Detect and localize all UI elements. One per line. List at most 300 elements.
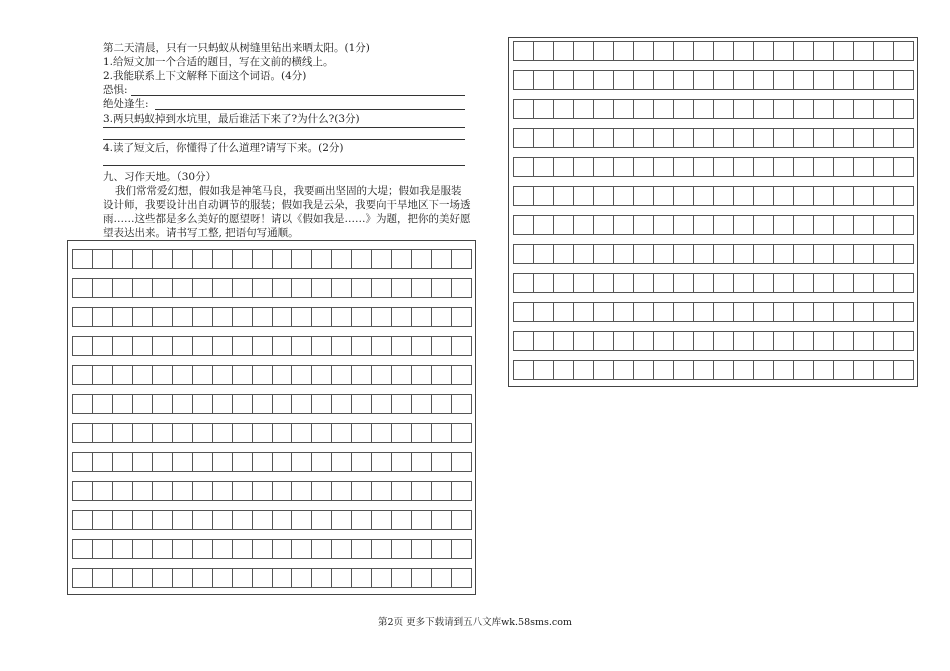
grid-cell-line [431, 336, 432, 356]
grid-cell-line [152, 365, 153, 385]
grid-cell-line [693, 128, 694, 148]
grid-cell-line [172, 539, 173, 559]
grid-cell-line [693, 244, 694, 264]
grid-cell-line [873, 128, 874, 148]
grid-cell-line [72, 481, 73, 501]
grid-cell-line [431, 394, 432, 414]
grid-cell-line [451, 539, 452, 559]
grid-cell-line [112, 481, 113, 501]
grid-cell-line [633, 244, 634, 264]
grid-cell-line [513, 41, 514, 61]
grid-cell-line [613, 331, 614, 351]
grid-cell-line [172, 365, 173, 385]
grid-cell-line [471, 539, 472, 559]
grid-cell-line [753, 273, 754, 293]
grid-cell-line [371, 481, 372, 501]
grid-cell-line [92, 278, 93, 298]
question-1: 1.给短文加一个合适的题目，写在文前的横线上。 [103, 56, 334, 68]
grid-cell-line [112, 249, 113, 269]
grid-cell-line [733, 244, 734, 264]
grid-cell-line [72, 568, 73, 588]
grid-cell-line [232, 249, 233, 269]
grid-cell-line [653, 302, 654, 322]
grid-cell-line [733, 70, 734, 90]
grid-cell-line [693, 41, 694, 61]
grid-cell-line [331, 336, 332, 356]
grid-cell-line [613, 215, 614, 235]
grid-cell-line [913, 215, 914, 235]
grid-cell-line [753, 70, 754, 90]
grid-cell-line [633, 99, 634, 119]
grid-cell-line [72, 510, 73, 530]
grid-cell-line [873, 273, 874, 293]
grid-cell-line [773, 128, 774, 148]
grid-cell-line [291, 452, 292, 472]
grid-row [513, 360, 913, 380]
grid-cell-line [873, 41, 874, 61]
grid-cell-line [833, 157, 834, 177]
grid-cell-line [653, 244, 654, 264]
grid-cell-line [753, 186, 754, 206]
grid-cell-line [713, 41, 714, 61]
grid-cell-line [192, 423, 193, 443]
grid-row [513, 331, 913, 351]
grid-cell-line [753, 215, 754, 235]
grid-cell-line [112, 336, 113, 356]
grid-cell-line [112, 568, 113, 588]
grid-cell-line [913, 302, 914, 322]
grid-cell-line [152, 539, 153, 559]
grid-cell-line [232, 307, 233, 327]
grid-cell-line [653, 99, 654, 119]
grid-cell-line [733, 215, 734, 235]
grid-cell-line [853, 186, 854, 206]
grid-cell-line [132, 336, 133, 356]
grid-row [72, 365, 471, 385]
grid-cell-line [633, 273, 634, 293]
grid-cell-line [793, 302, 794, 322]
grid-cell-line [573, 302, 574, 322]
grid-cell-line [713, 99, 714, 119]
grid-cell-line [252, 307, 253, 327]
grid-cell-line [451, 336, 452, 356]
grid-cell-line [913, 244, 914, 264]
composition-prompt-line-3: 雨……这些都是多么美好的愿望呀！请以《假如我是……》为题，把你的美好愿 [103, 213, 471, 225]
grid-cell-line [351, 423, 352, 443]
grid-cell-line [371, 539, 372, 559]
grid-cell-line [92, 452, 93, 472]
grid-cell-line [753, 244, 754, 264]
grid-cell-line [833, 331, 834, 351]
grid-cell-line [451, 423, 452, 443]
grid-cell-line [371, 307, 372, 327]
grid-cell-line [192, 510, 193, 530]
grid-cell-line [533, 215, 534, 235]
grid-cell-line [513, 215, 514, 235]
grid-cell-line [593, 157, 594, 177]
grid-cell-line [613, 273, 614, 293]
grid-cell-line [72, 307, 73, 327]
grid-cell-line [813, 360, 814, 380]
grid-cell-line [192, 365, 193, 385]
grid-cell-line [833, 186, 834, 206]
grid-cell-line [311, 365, 312, 385]
grid-cell-line [773, 244, 774, 264]
grid-cell-line [733, 273, 734, 293]
grid-cell-line [893, 157, 894, 177]
grid-cell-line [212, 278, 213, 298]
grid-cell-line [471, 481, 472, 501]
grid-cell-line [573, 244, 574, 264]
grid-cell-line [873, 215, 874, 235]
grid-cell-line [673, 186, 674, 206]
grid-cell-line [212, 481, 213, 501]
grid-cell-line [112, 452, 113, 472]
grid-cell-line [773, 70, 774, 90]
answer-line-q4[interactable] [103, 165, 465, 166]
grid-cell-line [331, 365, 332, 385]
grid-cell-line [391, 336, 392, 356]
grid-cell-line [513, 244, 514, 264]
grid-cell-line [351, 481, 352, 501]
grid-cell-line [272, 336, 273, 356]
grid-cell-line [232, 568, 233, 588]
writing-grid-right[interactable] [508, 37, 918, 387]
grid-cell-line [613, 41, 614, 61]
grid-cell-line [613, 302, 614, 322]
grid-cell-line [553, 128, 554, 148]
grid-cell-line [573, 99, 574, 119]
grid-cell-line [593, 128, 594, 148]
grid-cell-line [733, 331, 734, 351]
grid-cell-line [371, 336, 372, 356]
grid-cell-line [311, 423, 312, 443]
grid-cell-line [192, 481, 193, 501]
grid-cell-line [773, 360, 774, 380]
grid-cell-line [92, 539, 93, 559]
grid-cell-line [913, 360, 914, 380]
grid-cell-line [613, 244, 614, 264]
grid-cell-line [553, 99, 554, 119]
grid-cell-line [291, 423, 292, 443]
grid-cell-line [92, 568, 93, 588]
passage-last-line: 第二天清晨，只有一只蚂蚁从树缝里钻出来晒太阳。(1分) [103, 42, 370, 54]
grid-cell-line [573, 41, 574, 61]
grid-cell-line [252, 423, 253, 443]
grid-cell-line [913, 128, 914, 148]
grid-cell-line [471, 510, 472, 530]
grid-cell-line [653, 70, 654, 90]
grid-cell-line [391, 539, 392, 559]
question-2: 2.我能联系上下文解释下面这个词语。(4分) [103, 70, 307, 82]
grid-cell-line [853, 41, 854, 61]
grid-cell-line [693, 360, 694, 380]
grid-cell-line [873, 360, 874, 380]
grid-cell-line [252, 336, 253, 356]
grid-cell-line [533, 186, 534, 206]
grid-cell-line [793, 215, 794, 235]
answer-line-survival[interactable] [155, 109, 465, 110]
grid-cell-line [753, 157, 754, 177]
grid-cell-line [513, 157, 514, 177]
grid-cell-line [272, 539, 273, 559]
grid-cell-line [793, 360, 794, 380]
grid-cell-line [673, 99, 674, 119]
grid-cell-line [513, 128, 514, 148]
grid-cell-line [232, 394, 233, 414]
grid-cell-line [192, 452, 193, 472]
grid-cell-line [351, 249, 352, 269]
grid-cell-line [112, 394, 113, 414]
grid-cell-line [813, 128, 814, 148]
grid-cell-line [192, 307, 193, 327]
grid-cell-line [351, 365, 352, 385]
grid-row [72, 510, 471, 530]
grid-cell-line [913, 99, 914, 119]
grid-cell-line [72, 423, 73, 443]
grid-cell-line [513, 302, 514, 322]
grid-cell-line [212, 365, 213, 385]
grid-cell-line [793, 157, 794, 177]
grid-cell-line [653, 128, 654, 148]
grid-cell-line [733, 157, 734, 177]
grid-cell-line [873, 70, 874, 90]
grid-cell-line [252, 481, 253, 501]
grid-cell-line [291, 568, 292, 588]
composition-prompt-line-4: 望表达出来。请书写工整, 把语句写通顺。 [103, 227, 299, 239]
answer-line-fear[interactable] [131, 95, 465, 96]
grid-cell-line [513, 70, 514, 90]
grid-cell-line [351, 394, 352, 414]
grid-row [72, 539, 471, 559]
grid-cell-line [593, 215, 594, 235]
grid-row [72, 568, 471, 588]
grid-cell-line [753, 302, 754, 322]
question-4: 4.读了短文后，你懂得了什么道理?请写下来。(2分) [103, 142, 344, 154]
grid-cell-line [291, 510, 292, 530]
grid-cell-line [232, 481, 233, 501]
grid-cell-line [132, 452, 133, 472]
grid-cell-line [172, 568, 173, 588]
grid-cell-line [331, 423, 332, 443]
grid-cell-line [391, 394, 392, 414]
grid-cell-line [793, 244, 794, 264]
grid-cell-line [833, 215, 834, 235]
grid-cell-line [431, 249, 432, 269]
grid-cell-line [733, 128, 734, 148]
grid-cell-line [833, 244, 834, 264]
grid-cell-line [72, 249, 73, 269]
grid-cell-line [291, 278, 292, 298]
grid-cell-line [533, 99, 534, 119]
grid-cell-line [212, 539, 213, 559]
grid-cell-line [633, 128, 634, 148]
grid-cell-line [833, 302, 834, 322]
grid-cell-line [152, 307, 153, 327]
grid-cell-line [853, 273, 854, 293]
grid-cell-line [291, 307, 292, 327]
grid-cell-line [152, 568, 153, 588]
grid-cell-line [232, 278, 233, 298]
grid-cell-line [471, 307, 472, 327]
grid-cell-line [192, 249, 193, 269]
grid-cell-line [272, 481, 273, 501]
grid-cell-line [693, 157, 694, 177]
grid-cell-line [893, 360, 894, 380]
grid-row [72, 249, 471, 269]
grid-cell-line [713, 70, 714, 90]
grid-cell-line [553, 244, 554, 264]
grid-cell-line [673, 360, 674, 380]
grid-cell-line [593, 302, 594, 322]
grid-cell-line [371, 278, 372, 298]
term-fear-label: 恐惧: [103, 84, 128, 96]
grid-cell-line [533, 273, 534, 293]
grid-cell-line [371, 365, 372, 385]
grid-cell-line [431, 481, 432, 501]
grid-cell-line [291, 394, 292, 414]
grid-cell-line [212, 510, 213, 530]
grid-cell-line [331, 452, 332, 472]
grid-cell-line [72, 539, 73, 559]
grid-cell-line [152, 336, 153, 356]
grid-cell-line [913, 157, 914, 177]
grid-cell-line [252, 568, 253, 588]
grid-cell-line [873, 157, 874, 177]
writing-grid-left[interactable] [67, 240, 476, 595]
grid-cell-line [272, 568, 273, 588]
grid-cell-line [272, 307, 273, 327]
grid-cell-line [132, 481, 133, 501]
grid-row [513, 99, 913, 119]
grid-row [513, 157, 913, 177]
grid-cell-line [673, 41, 674, 61]
grid-cell-line [431, 307, 432, 327]
grid-cell-line [813, 157, 814, 177]
grid-cell-line [331, 481, 332, 501]
grid-cell-line [272, 452, 273, 472]
composition-prompt-line-2: 设计师，我要设计出自动调节的服装；假如我是云朵，我要向干旱地区下一场透 [103, 199, 471, 211]
grid-cell-line [853, 244, 854, 264]
grid-cell-line [693, 186, 694, 206]
grid-cell-line [733, 41, 734, 61]
grid-cell-line [232, 365, 233, 385]
grid-cell-line [451, 394, 452, 414]
answer-line-q3a[interactable] [103, 127, 465, 128]
grid-cell-line [411, 394, 412, 414]
grid-cell-line [252, 510, 253, 530]
grid-cell-line [272, 423, 273, 443]
grid-cell-line [92, 365, 93, 385]
grid-cell-line [471, 249, 472, 269]
grid-cell-line [272, 278, 273, 298]
grid-cell-line [793, 41, 794, 61]
grid-cell-line [252, 539, 253, 559]
grid-cell-line [773, 41, 774, 61]
grid-cell-line [853, 360, 854, 380]
grid-cell-line [693, 70, 694, 90]
grid-cell-line [713, 244, 714, 264]
grid-cell-line [533, 360, 534, 380]
grid-cell-line [813, 186, 814, 206]
grid-cell-line [593, 360, 594, 380]
grid-cell-line [471, 278, 472, 298]
grid-cell-line [713, 215, 714, 235]
grid-cell-line [753, 41, 754, 61]
grid-cell-line [713, 186, 714, 206]
grid-cell-line [371, 568, 372, 588]
grid-cell-line [411, 568, 412, 588]
grid-cell-line [893, 273, 894, 293]
grid-cell-line [411, 452, 412, 472]
grid-cell-line [172, 278, 173, 298]
grid-cell-line [391, 423, 392, 443]
grid-cell-line [533, 244, 534, 264]
grid-cell-line [893, 70, 894, 90]
grid-cell-line [613, 157, 614, 177]
answer-line-q3b[interactable] [103, 139, 465, 140]
grid-cell-line [733, 302, 734, 322]
grid-row [513, 273, 913, 293]
grid-cell-line [411, 249, 412, 269]
term-survival-label: 绝处逢生: [103, 98, 149, 110]
grid-cell-line [311, 481, 312, 501]
grid-cell-line [653, 41, 654, 61]
grid-cell-line [833, 273, 834, 293]
grid-cell-line [773, 99, 774, 119]
grid-cell-line [132, 365, 133, 385]
grid-cell-line [351, 278, 352, 298]
grid-cell-line [371, 423, 372, 443]
grid-cell-line [873, 331, 874, 351]
grid-cell-line [813, 302, 814, 322]
grid-cell-line [833, 360, 834, 380]
grid-cell-line [873, 244, 874, 264]
grid-cell-line [291, 249, 292, 269]
composition-heading: 九、习作天地。（30分） [103, 171, 217, 183]
grid-cell-line [411, 278, 412, 298]
grid-cell-line [291, 365, 292, 385]
grid-cell-line [533, 128, 534, 148]
grid-cell-line [252, 278, 253, 298]
grid-cell-line [371, 510, 372, 530]
grid-cell-line [272, 365, 273, 385]
grid-cell-line [431, 365, 432, 385]
grid-cell-line [371, 249, 372, 269]
grid-cell-line [573, 215, 574, 235]
grid-cell-line [833, 41, 834, 61]
grid-cell-line [331, 249, 332, 269]
grid-cell-line [451, 481, 452, 501]
grid-cell-line [351, 336, 352, 356]
grid-cell-line [152, 510, 153, 530]
grid-cell-line [693, 302, 694, 322]
grid-cell-line [212, 307, 213, 327]
grid-cell-line [553, 186, 554, 206]
grid-cell-line [893, 128, 894, 148]
grid-cell-line [713, 360, 714, 380]
grid-cell-line [853, 215, 854, 235]
grid-cell-line [573, 186, 574, 206]
grid-row [72, 307, 471, 327]
grid-cell-line [593, 244, 594, 264]
grid-cell-line [232, 452, 233, 472]
grid-cell-line [793, 99, 794, 119]
grid-cell-line [212, 249, 213, 269]
grid-cell-line [132, 249, 133, 269]
grid-cell-line [873, 186, 874, 206]
grid-cell-line [411, 336, 412, 356]
